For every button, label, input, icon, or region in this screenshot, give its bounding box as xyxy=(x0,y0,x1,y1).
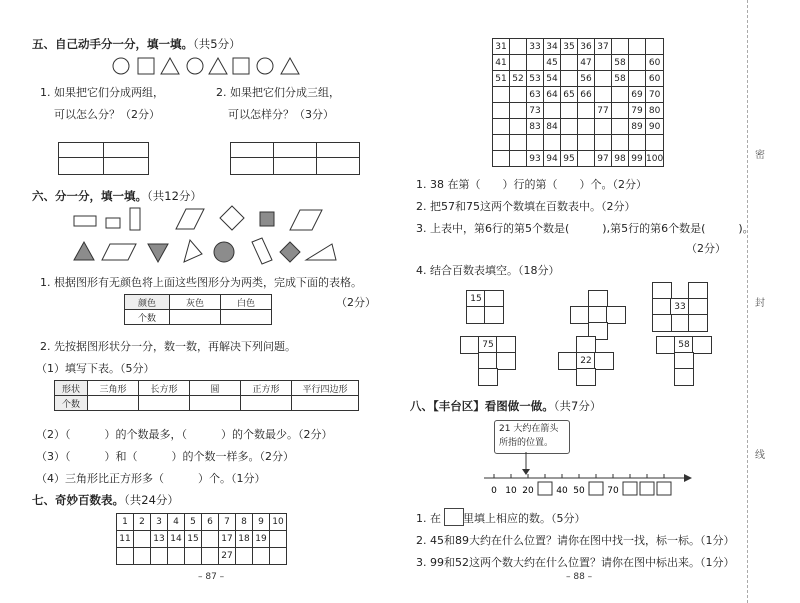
table-cell: 51 xyxy=(493,71,510,87)
table-cell: 34 xyxy=(544,39,561,55)
table-cell: 65 xyxy=(561,87,578,103)
table-cell[interactable] xyxy=(493,119,510,135)
table-cell[interactable] xyxy=(595,71,612,87)
color-table-cell[interactable] xyxy=(221,310,272,325)
table-cell: 98 xyxy=(612,151,629,167)
table-cell: 18 xyxy=(236,531,253,548)
table-cell: 37 xyxy=(595,39,612,55)
seal-label: 封 xyxy=(755,298,765,309)
table-cell: 11 xyxy=(117,531,134,548)
table-cell[interactable] xyxy=(612,135,629,151)
shape-icons-row xyxy=(112,54,302,78)
circle-icon xyxy=(257,58,273,74)
table-cell[interactable] xyxy=(629,39,646,55)
puzzle-cell[interactable] xyxy=(692,336,712,354)
table-cell: 56 xyxy=(578,71,595,87)
circle-icon xyxy=(113,58,129,74)
tick-label: 70 xyxy=(607,486,619,496)
table-cell[interactable] xyxy=(185,548,202,565)
table-cell[interactable] xyxy=(629,135,646,151)
table-cell[interactable] xyxy=(510,119,527,135)
table-cell: 77 xyxy=(595,103,612,119)
s5-answer-table-three[interactable] xyxy=(230,142,360,175)
table-cell: 33 xyxy=(527,39,544,55)
table-cell[interactable] xyxy=(544,103,561,119)
section-6-title: 六、分一分，填一填。（共12分） xyxy=(32,189,202,203)
table-cell: 58 xyxy=(612,55,629,71)
table-cell: 45 xyxy=(544,55,561,71)
puzzle-cell: 75 xyxy=(478,336,498,354)
answer-box[interactable] xyxy=(589,482,603,495)
table-cell[interactable] xyxy=(595,55,612,71)
puzzle-cell[interactable] xyxy=(558,352,578,370)
answer-box[interactable] xyxy=(640,482,654,495)
puzzle-cell[interactable] xyxy=(688,314,708,332)
table-cell: 89 xyxy=(629,119,646,135)
puzzle-cell: 22 xyxy=(576,352,596,370)
table-cell[interactable] xyxy=(493,103,510,119)
answer-box[interactable] xyxy=(657,482,671,495)
r8-q1: 1. 在 里填上相应的数。（5分） xyxy=(416,512,586,525)
table-cell: 41 xyxy=(493,55,510,71)
table-cell: 2 xyxy=(134,514,151,531)
table-cell[interactable] xyxy=(168,548,185,565)
r-q3: 3. 上表中，第6行的第5个数是( ),第5行的第6个数是( )。 xyxy=(416,222,754,235)
table-cell: 47 xyxy=(578,55,595,71)
answer-box[interactable] xyxy=(623,482,637,495)
table-cell[interactable] xyxy=(578,103,595,119)
hundred-table-part1 xyxy=(116,513,287,565)
rectangle-icon xyxy=(74,216,96,226)
color-table xyxy=(124,294,272,325)
triangle-icon xyxy=(148,244,168,262)
triangle-icon xyxy=(184,240,202,262)
table-cell: 60 xyxy=(646,71,664,87)
table-cell: 99 xyxy=(629,151,646,167)
table-cell: 84 xyxy=(544,119,561,135)
table-cell[interactable] xyxy=(595,135,612,151)
table-cell: 4 xyxy=(168,514,185,531)
section-5-title: 五、自己动手分一分，填一填。（共5分） xyxy=(32,37,241,51)
table-cell[interactable] xyxy=(612,119,629,135)
puzzle-cell[interactable] xyxy=(466,306,486,324)
tick-label: 10 xyxy=(505,486,517,496)
table-cell: 3 xyxy=(151,514,168,531)
number-line xyxy=(484,452,694,500)
table-cell[interactable] xyxy=(612,87,629,103)
puzzle-cell[interactable] xyxy=(670,314,690,332)
puzzle-cell[interactable] xyxy=(484,306,504,324)
rectangle-icon xyxy=(252,238,272,264)
answer-box[interactable] xyxy=(538,482,552,495)
table-cell[interactable] xyxy=(510,87,527,103)
table-cell[interactable] xyxy=(561,103,578,119)
puzzle-cell[interactable] xyxy=(576,368,596,386)
puzzle-cell[interactable] xyxy=(570,306,590,324)
table-cell: 10 xyxy=(270,514,287,531)
puzzle-cell: 58 xyxy=(674,336,694,354)
table-cell: 1 xyxy=(117,514,134,531)
table-cell: 80 xyxy=(646,103,664,119)
s6-q2: 2. 先按据图形状分一分，数一数，再解决下列问题。 xyxy=(40,340,296,353)
puzzle-cell[interactable] xyxy=(478,368,498,386)
triangle-icon xyxy=(209,58,227,74)
square-icon xyxy=(106,218,120,228)
seal-label: 密 xyxy=(755,150,765,161)
table-cell[interactable] xyxy=(612,39,629,55)
rectangle-icon xyxy=(130,208,140,230)
table-cell: 63 xyxy=(527,87,544,103)
table-cell[interactable] xyxy=(646,135,664,151)
shapes-collection xyxy=(66,204,366,266)
table-cell[interactable] xyxy=(578,119,595,135)
s6-q2a: （1）填写下表。（5分） xyxy=(36,362,155,375)
s6-q1-pts: （2分） xyxy=(336,296,376,309)
table-cell[interactable] xyxy=(202,531,219,548)
table-cell[interactable] xyxy=(544,135,561,151)
table-cell: 70 xyxy=(646,87,664,103)
r8-q3: 3. 99和52这两个数大约在什么位置？请你在图中标出来。（1分） xyxy=(416,556,735,569)
triangle-icon xyxy=(281,58,299,74)
puzzle-cell[interactable] xyxy=(674,368,694,386)
table-cell: 7 xyxy=(219,514,236,531)
table-cell[interactable] xyxy=(527,55,544,71)
table-cell: 95 xyxy=(561,151,578,167)
s5-q2b: 可以怎样分？（3分） xyxy=(228,108,334,121)
table-cell[interactable] xyxy=(561,71,578,87)
table-cell[interactable] xyxy=(493,135,510,151)
table-cell: 97 xyxy=(595,151,612,167)
tick-label: 0 xyxy=(491,486,497,496)
table-cell: 60 xyxy=(646,55,664,71)
table-cell: 100 xyxy=(646,151,664,167)
triangle-icon xyxy=(74,242,94,260)
r-q1: 1. 38 在第（ ）行的第（ ）个。（2分） xyxy=(416,178,647,191)
table-cell: 94 xyxy=(544,151,561,167)
color-table-header: 颜色 xyxy=(125,295,170,310)
square-icon xyxy=(138,58,154,74)
s5-q1b: 可以怎么分？（2分） xyxy=(54,108,160,121)
puzzle-cell[interactable] xyxy=(496,352,516,370)
table-cell: 8 xyxy=(236,514,253,531)
square-icon xyxy=(280,242,300,262)
table-cell[interactable] xyxy=(629,71,646,87)
s6-q2b: （2）（ ）的个数最多，（ ）的个数最少。（2分） xyxy=(36,428,333,441)
table-cell[interactable] xyxy=(510,103,527,119)
hundred-table-part2 xyxy=(492,38,664,167)
color-table-row-label: 个数 xyxy=(125,310,170,325)
table-cell: 54 xyxy=(544,71,561,87)
table-cell[interactable] xyxy=(612,103,629,119)
table-cell[interactable] xyxy=(117,548,134,565)
table-cell: 17 xyxy=(219,531,236,548)
table-cell: 35 xyxy=(561,39,578,55)
table-cell[interactable] xyxy=(151,548,168,565)
table-cell[interactable] xyxy=(595,87,612,103)
table-cell[interactable] xyxy=(270,548,287,565)
r8-q2: 2. 45和89大约在什么位置？请你在图中找一找，标一标。（1分） xyxy=(416,534,735,547)
puzzle-cell[interactable] xyxy=(594,352,614,370)
table-cell: 69 xyxy=(629,87,646,103)
puzzle-cell: 33 xyxy=(670,298,690,316)
table-cell: 9 xyxy=(253,514,270,531)
color-table-header: 灰色 xyxy=(170,295,221,310)
table-cell[interactable] xyxy=(629,55,646,71)
section-7-title: 七、奇妙百数表。（共24分） xyxy=(32,493,179,507)
square-icon xyxy=(260,212,274,226)
table-cell[interactable] xyxy=(646,39,664,55)
s6-q2c: （3）（ ）和（ ）的个数一样多。（2分） xyxy=(36,450,294,463)
r-q4: 4. 结合百数表填空。（18分） xyxy=(416,264,560,277)
table-cell[interactable] xyxy=(493,151,510,167)
parallelogram-icon xyxy=(102,244,136,260)
table-cell[interactable] xyxy=(510,55,527,71)
table-cell: 31 xyxy=(493,39,510,55)
table-cell[interactable] xyxy=(253,548,270,565)
page-number-right: – 88 – xyxy=(566,572,593,582)
table-cell[interactable] xyxy=(510,39,527,55)
triangle-icon xyxy=(306,244,336,260)
puzzle-cell: 15 xyxy=(466,290,486,308)
table-cell[interactable] xyxy=(578,151,595,167)
table-cell: 93 xyxy=(527,151,544,167)
parallelogram-icon xyxy=(290,210,322,230)
binding-line xyxy=(747,0,748,603)
table-cell[interactable] xyxy=(510,135,527,151)
table-cell: 52 xyxy=(510,71,527,87)
table-cell: 64 xyxy=(544,87,561,103)
page-number-left: – 87 – xyxy=(198,572,225,582)
table-cell[interactable] xyxy=(561,55,578,71)
table-cell: 14 xyxy=(168,531,185,548)
r-q3-pts: （2分） xyxy=(686,242,726,255)
seal-label: 线 xyxy=(755,450,765,461)
table-cell: 6 xyxy=(202,514,219,531)
table-cell[interactable] xyxy=(595,119,612,135)
puzzle-cell[interactable] xyxy=(460,336,480,354)
answer-box-icon xyxy=(444,508,464,526)
table-cell: 27 xyxy=(219,548,236,565)
r-q2: 2. 把57和75这两个数填在百数表中。（2分） xyxy=(416,200,636,213)
s6-q1: 1. 根据图形有无颜色将上面这些图形分为两类，完成下面的表格。 xyxy=(40,276,362,289)
color-table-cell[interactable] xyxy=(170,310,221,325)
s5-q2: 2. 如果把它们分成三组， xyxy=(216,86,340,99)
tick-label: 40 xyxy=(556,486,568,496)
table-cell: 13 xyxy=(151,531,168,548)
table-cell: 73 xyxy=(527,103,544,119)
table-cell: 58 xyxy=(612,71,629,87)
table-cell[interactable] xyxy=(134,531,151,548)
table-cell: 79 xyxy=(629,103,646,119)
table-cell: 53 xyxy=(527,71,544,87)
section-8-title: 八、【丰台区】看图做一做。（共7分） xyxy=(410,399,602,413)
circle-icon xyxy=(187,58,203,74)
table-cell: 19 xyxy=(253,531,270,548)
speech-bubble: 21 大约在箭头 所指的位置。 xyxy=(494,420,570,454)
table-cell: 5 xyxy=(185,514,202,531)
puzzle-cell[interactable] xyxy=(656,336,676,354)
table-cell[interactable] xyxy=(202,548,219,565)
tick-label: 50 xyxy=(573,486,585,496)
table-cell[interactable] xyxy=(270,531,287,548)
s5-q1: 1. 如果把它们分成两组， xyxy=(40,86,164,99)
table-cell[interactable] xyxy=(236,548,253,565)
triangle-icon xyxy=(161,58,179,74)
color-table-header: 白色 xyxy=(221,295,272,310)
table-cell[interactable] xyxy=(578,135,595,151)
table-cell[interactable] xyxy=(561,119,578,135)
tick-label: 20 xyxy=(522,486,534,496)
table-cell: 90 xyxy=(646,119,664,135)
circle-icon xyxy=(214,242,234,262)
table-cell[interactable] xyxy=(493,87,510,103)
table-cell: 83 xyxy=(527,119,544,135)
puzzle-cell[interactable] xyxy=(652,314,672,332)
table-cell[interactable] xyxy=(561,135,578,151)
puzzle-cell[interactable] xyxy=(606,306,626,324)
square-icon xyxy=(220,206,244,230)
s6-q2d: （4）三角形比正方形多（ ）个。（1分） xyxy=(36,472,266,485)
table-cell[interactable] xyxy=(510,151,527,167)
table-cell[interactable] xyxy=(134,548,151,565)
shape-table: 形状 三角形 长方形 圆 正方形 平行四边形 个数 xyxy=(54,380,359,411)
parallelogram-icon xyxy=(176,209,204,229)
table-cell: 15 xyxy=(185,531,202,548)
s5-answer-table-two[interactable] xyxy=(58,142,149,175)
square-icon xyxy=(233,58,249,74)
table-cell: 36 xyxy=(578,39,595,55)
table-cell[interactable] xyxy=(527,135,544,151)
table-cell: 66 xyxy=(578,87,595,103)
